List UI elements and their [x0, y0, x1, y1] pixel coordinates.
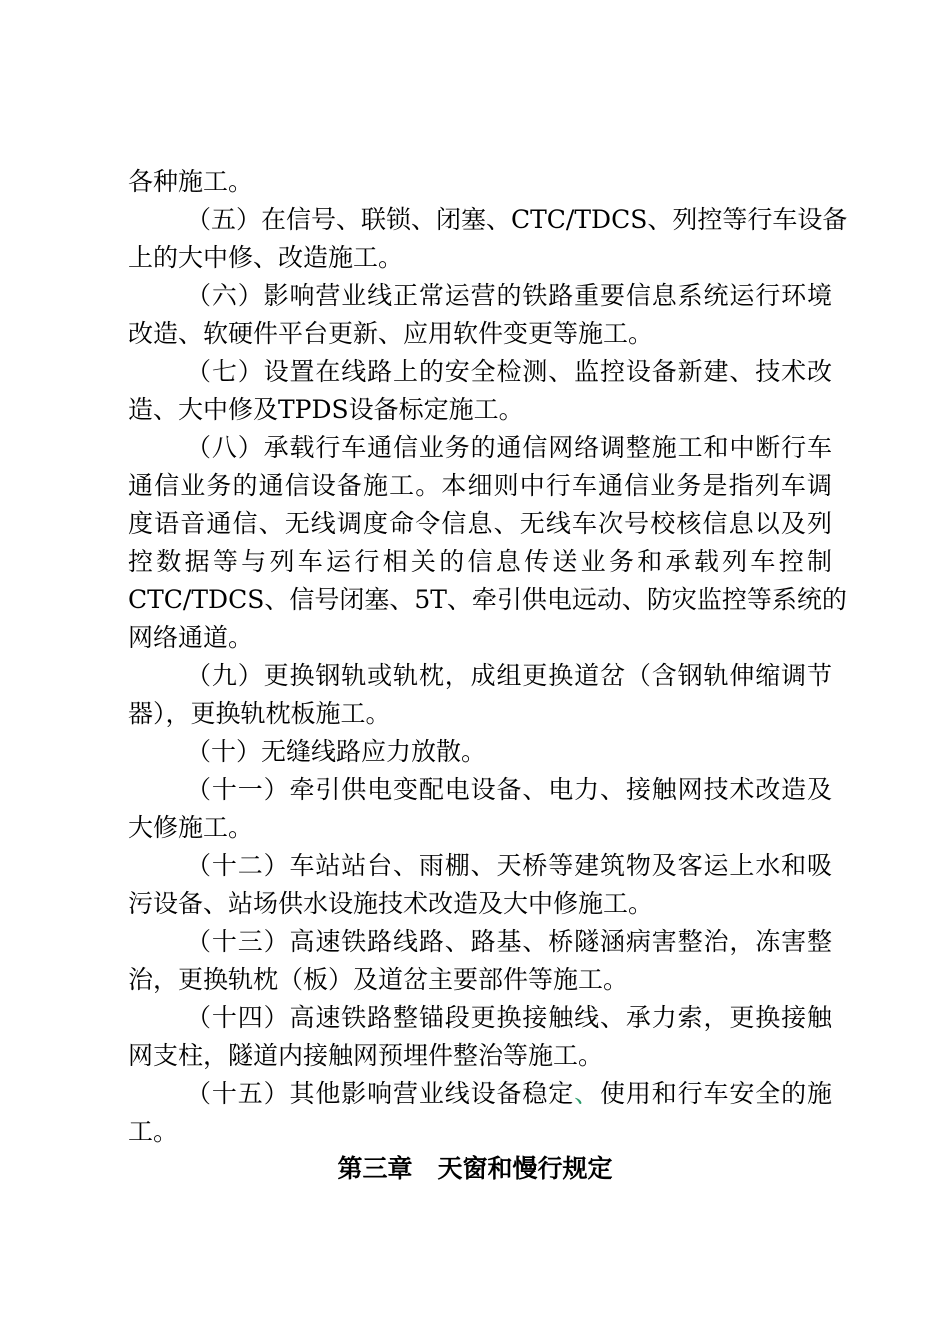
item-15-text-part-2: 使用和行车安全的施	[599, 1079, 832, 1108]
item-7-line-2: 造、大中修及TPDS设备标定施工。	[128, 395, 524, 424]
item-15-text-part-1: （十五）其他影响营业线设备稳定	[186, 1079, 575, 1108]
item-7-line-1: （七）设置在线路上的安全检测、监控设备新建、技术改	[186, 357, 832, 386]
item-14-line-2: 网支柱，隧道内接触网预埋件整治等施工。	[128, 1041, 604, 1070]
item-13-line-1: （十三）高速铁路线路、路基、桥隧涵病害整治，冻害整	[186, 927, 832, 956]
item-11-line-2: 大修施工。	[128, 813, 254, 842]
item-5-line-2: 上的大中修、改造施工。	[128, 243, 404, 272]
item-5-line-1: （五）在信号、联锁、闭塞、CTC/TDCS、列控等行车设备	[186, 205, 848, 234]
item-15-separator: 、	[574, 1079, 600, 1108]
item-15-line-1	[128, 1075, 832, 1113]
item-12-line-2: 污设备、站场供水设施技术改造及大中修施工。	[128, 889, 654, 918]
item-13-line-2: 治，更换轨枕（板）及道岔主要部件等施工。	[128, 965, 629, 994]
item-8-line-3: 度语音通信、无线调度命令信息、无线车次号校核信息以及列	[128, 509, 832, 538]
item-8-line-1: （八）承载行车通信业务的通信网络调整施工和中断行车	[186, 433, 832, 462]
item-11-line-1: （十一）牵引供电变配电设备、电力、接触网技术改造及	[186, 775, 832, 804]
item-8-line-4: 控数据等与列车运行相关的信息传送业务和承载列车控制	[128, 547, 832, 576]
chapter-heading: 第三章 天窗和慢行规定	[337, 1154, 613, 1183]
item-14-line-1: （十四）高速铁路整锚段更换接触线、承力索，更换接触	[186, 1003, 832, 1032]
item-6-line-2: 改造、软硬件平台更新、应用软件变更等施工。	[128, 319, 654, 348]
item-10-line-1: （十）无缝线路应力放散。	[186, 737, 487, 766]
item-9-line-2: 器），更换轨枕板施工。	[128, 699, 391, 728]
item-6-line-1: （六）影响营业线正常运营的铁路重要信息系统运行环境	[186, 281, 832, 310]
text-line: 各种施工。	[128, 167, 254, 196]
item-15-line-2: 工。	[128, 1117, 179, 1146]
document-body	[128, 163, 848, 1151]
item-12-line-1: （十二）车站站台、雨棚、天桥等建筑物及客运上水和吸	[186, 851, 832, 880]
item-8-line-6: 网络通道。	[128, 623, 254, 652]
item-8-line-5: CTC/TDCS、信号闭塞、5T、牵引供电远动、防灾监控等系统的	[128, 585, 847, 614]
item-8-line-2: 通信业务的通信设备施工。本细则中行车通信业务是指列车调	[128, 471, 832, 500]
item-9-line-1: （九）更换钢轨或轨枕，成组更换道岔（含钢轨伸缩调节	[186, 661, 832, 690]
